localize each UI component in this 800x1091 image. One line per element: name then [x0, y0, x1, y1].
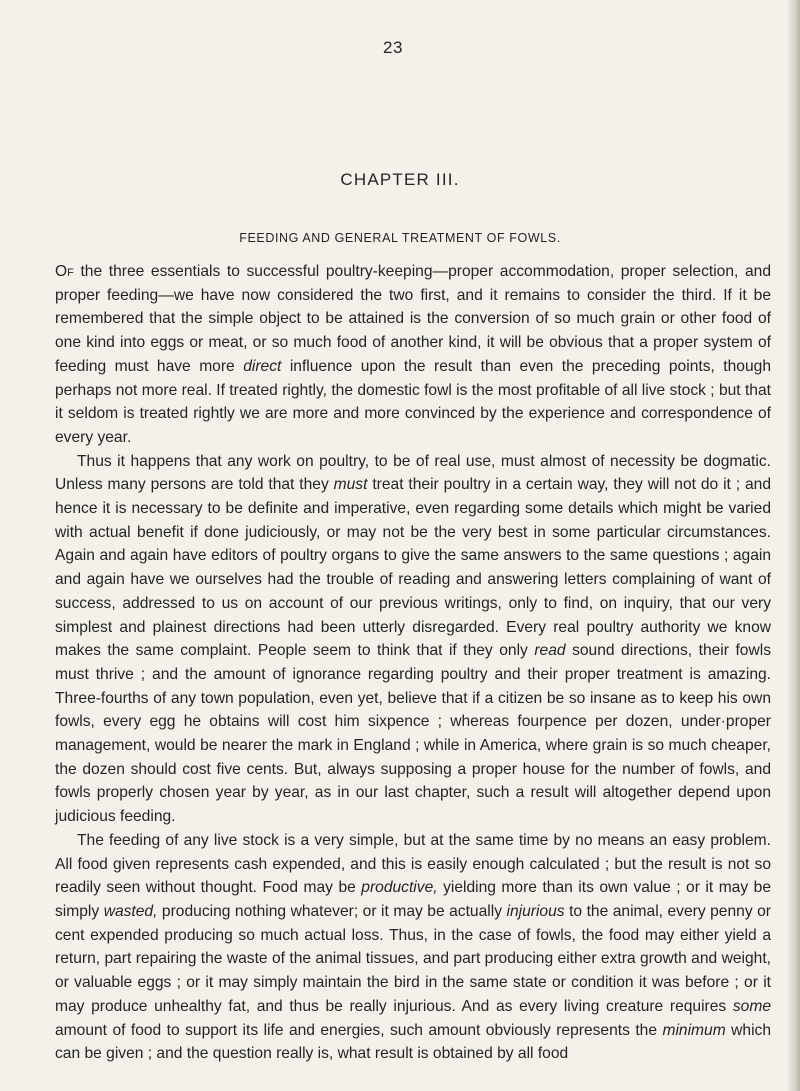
text-run: Thus it happens that any work on poultry, to be of real use, must almost of necessity be dogmatic. Unless many persons are told that they	[55, 452, 771, 494]
italic-text: injurious	[506, 902, 565, 920]
page-number: 23	[383, 38, 403, 57]
text-run: which can be given ; and the question really is, what result is obtained by all food	[55, 1021, 772, 1063]
italic-text: direct	[243, 357, 282, 375]
text-run: sound directions, their fowls must thrive ; and the amount of ignorance regarding poultry and their proper treatment is amazing. Three-fourths of any town population, even yet, believe that if a citizen be so insane as to keep his own fowls, every egg he obtains will cost him sixpence ; whereas fourpence per dozen, under·proper management, would be nearer the mark in England ; while in America, where grain is so much cheaper, the dozen should cost five cents. But, always supposing a proper house for the number of fowls, and fowls properly chosen year by year, as in our last chapter, such a result will altogether depend upon judicious feeding.	[55, 642, 771, 826]
italic-text: must	[333, 476, 368, 494]
section-title: FEEDING AND GENERAL TREATMENT OF FOWLS.	[239, 231, 561, 245]
italic-text: minimum	[662, 1021, 726, 1039]
text-run: the three essentials to successful poultry-keeping—proper accommodation, proper selection, and proper feeding—we have now considered the two first, and it remains to consider the third. If it be remembered that the simple object to be attained is the conversion of so much grain or other food of one kind into eggs or meat, or so much food of another kind, it will be obvious that a proper system of feeding must have more	[55, 263, 771, 375]
text-run: amount of food to support its life and energies, such amount obviously represents the	[55, 1021, 663, 1039]
italic-text: some	[732, 997, 771, 1015]
text-run: producing nothing whatever; or it may be actually	[157, 902, 507, 920]
text-run: influence upon the result than even the preceding points, though perhaps not more real. If treated rightly, the domestic fowl is the most profitable of all live stock ; but that it seldom is treated rightly we are more and more convinced by the experience and correspondence of every year.	[55, 357, 771, 446]
body-text	[55, 260, 771, 1066]
paragraph	[55, 260, 771, 450]
chapter-heading: CHAPTER III.	[340, 170, 460, 189]
paragraph-lead-word: Of	[55, 263, 74, 280]
italic-text: read	[534, 642, 566, 660]
text-run: yielding more than its own value ; or it may be simply	[55, 879, 771, 920]
text-run: treat their poultry in a certain way, they will not do it ; and hence it is necessary to be definite and imperative, even regarding some details which might be varied with actual benefit if done judiciously, or may not be the very best in some particular circumstances. Again and again have editors of poultry organs to give the same answers to the same questions ; again and again have we ourselves had the trouble of reading and answering letters complaining of want of success, addressed to us on account of our previous writings, only to find, on inquiry, that our very simplest and plainest directions had been utterly disregarded. Every real poultry authority we know makes the same complaint. People seem to think that if they only	[55, 476, 771, 660]
text-run: to the animal, every penny or cent expended producing so much actual loss. Thus, in the case of fowls, the food may either yield a return, part repairing the waste of the animal tissues, and part producing either extra growth and weight, or valuable eggs ; or it may simply maintain the bird in the same state or condition it was before ; or it may produce unhealthy fat, and thus be really injurious. And as every living creature requires	[55, 902, 771, 1015]
text-run: The feeding of any live stock is a very simple, but at the same time by no means an easy problem. All food given represents cash expended, and this is easily enough calculated ; but the result is not so readily seen without thought. Food may be	[55, 831, 771, 897]
italic-text: productive,	[361, 879, 438, 897]
paragraph	[55, 450, 771, 829]
paragraph	[55, 829, 771, 1066]
page-edge	[786, 0, 800, 1091]
italic-text: wasted,	[103, 902, 158, 920]
